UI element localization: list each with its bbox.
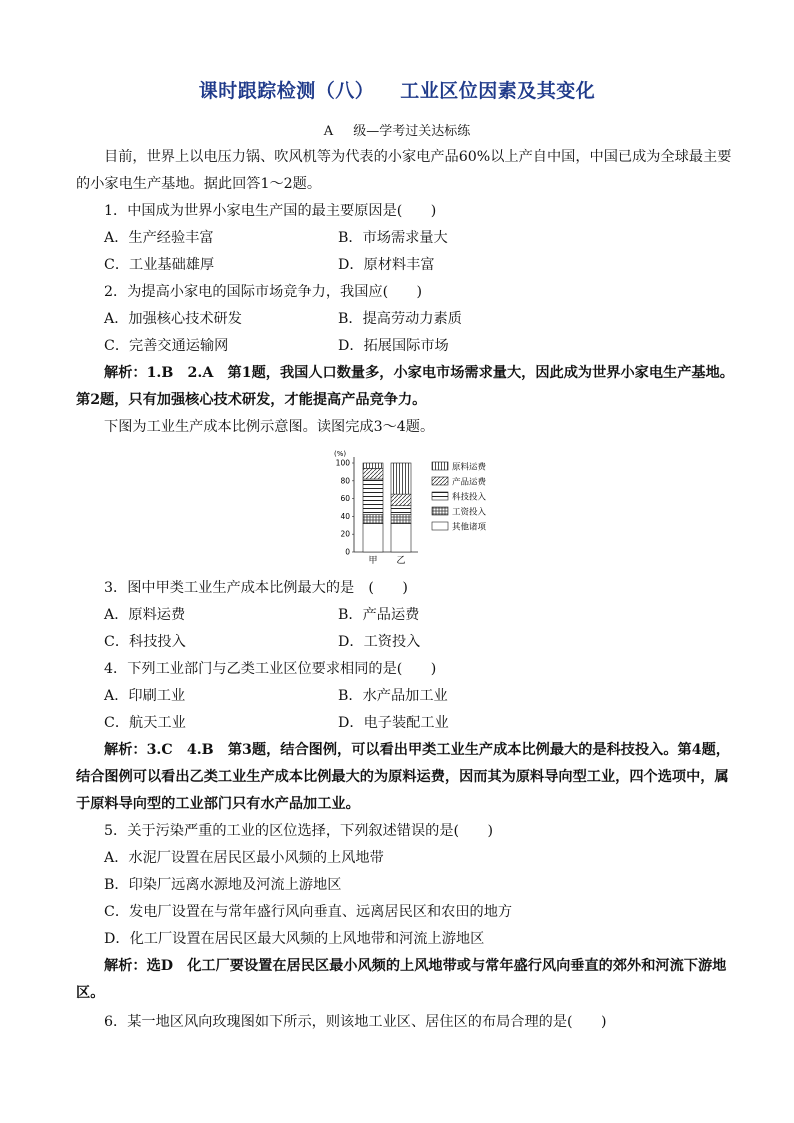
bar-segment <box>391 515 411 524</box>
section-text: 级—学考过关达标练 <box>353 124 471 139</box>
answer-3-4-line-1: 解析：3.C 4.B 第3题，结合图例，可以看出甲类工业生产成本比例最大的是科技投入。第4题， <box>104 742 730 758</box>
q2-option-b[interactable]: B．提高劳动力素质 <box>338 311 462 327</box>
y-tick-label: 20 <box>340 529 350 539</box>
cost-ratio-chart <box>330 447 510 572</box>
intro-line-1: 目前，世界上以电压力锅、吹风机等为代表的小家电产品60%以上产自中国，中国已成为全球最主要 <box>104 149 732 165</box>
title-main: 课时跟踪检测（八） <box>198 80 375 102</box>
bar-segment <box>391 494 411 506</box>
legend-swatch <box>432 462 448 470</box>
q5-option-d[interactable]: D．化工厂设置在居民区最大风频的上风地带和河流上游地区 <box>104 931 485 947</box>
q4-option-a[interactable]: A．印刷工业 <box>104 688 186 704</box>
bar-segment <box>391 524 411 552</box>
answer-5-line-2: 区。 <box>76 985 105 1001</box>
bar-segment <box>363 524 383 552</box>
q5-stem: 5．关于污染严重的工业的区位选择，下列叙述错误的是( ) <box>104 823 493 839</box>
q5-option-b[interactable]: B．印染厂远离水源地及河流上游地区 <box>104 877 342 893</box>
intro-3-4: 下图为工业生产成本比例示意图。读图完成3～4题。 <box>104 419 435 435</box>
title-sub: 工业区位因素及其变化 <box>400 80 596 102</box>
legend-swatch <box>432 507 448 515</box>
q4-option-d[interactable]: D．电子装配工业 <box>338 715 449 731</box>
q5-option-a[interactable]: A．水泥厂设置在居民区最小风频的上风地带 <box>104 850 384 866</box>
bar-segment <box>363 515 383 524</box>
q3-option-d[interactable]: D．工资投入 <box>338 634 421 650</box>
section-heading <box>0 120 794 139</box>
legend-label: 其他诸项 <box>452 522 487 533</box>
q4-option-c[interactable]: C．航天工业 <box>104 715 186 731</box>
legend-label: 产品运费 <box>452 477 487 488</box>
legend-swatch <box>432 477 448 485</box>
q3-option-c[interactable]: C．科技投入 <box>104 634 186 650</box>
q1-option-d[interactable]: D．原材料丰富 <box>338 257 435 273</box>
legend-swatch <box>432 522 448 530</box>
q2-stem: 2．为提高小家电的国际市场竞争力，我国应( ) <box>104 284 423 300</box>
q6-stem: 6．某一地区风向玫瑰图如下所示，则该地工业区、居住区的布局合理的是( ) <box>104 1014 607 1030</box>
legend-label: 原料运费 <box>452 462 487 473</box>
q3-option-b[interactable]: B．产品运费 <box>338 607 420 623</box>
answer-1-2-line-1: 解析：1.B 2.A 第1题，我国人口数量多，小家电市场需求量大，因此成为世界小家电生产基地。 <box>104 365 734 381</box>
x-tick-label: 乙 <box>396 556 406 566</box>
q4-stem: 4．下列工业部门与乙类工业区位要求相同的是( ) <box>104 661 437 677</box>
bar-segment <box>363 463 383 468</box>
legend-swatch <box>432 492 448 500</box>
q5-option-c[interactable]: C．发电厂设置在与常年盛行风向垂直、远离居民区和农田的地方 <box>104 904 513 920</box>
y-tick-label: 60 <box>340 494 350 504</box>
q2-option-c[interactable]: C．完善交通运输网 <box>104 338 229 354</box>
bar-segment <box>391 506 411 515</box>
legend-label: 工资投入 <box>452 507 487 518</box>
legend-label: 科技投入 <box>452 492 487 503</box>
q3-stem: 3．图中甲类工业生产成本比例最大的是 ( ) <box>104 580 408 596</box>
bar-segment <box>363 479 383 515</box>
answer-3-4-line-2: 结合图例可以看出乙类工业生产成本比例最大的为原料运费，因而其为原料导向型工业，四个选项中，属 <box>76 769 729 785</box>
y-axis-label: (%) <box>334 450 347 458</box>
y-tick-label: 80 <box>340 476 350 486</box>
answer-1-2-line-2: 第2题，只有加强核心技术研发，才能提高产品竞争力。 <box>76 392 427 408</box>
y-tick-label: 40 <box>340 511 350 521</box>
answer-5-line-1: 解析：选D 化工厂要设置在居民区最小风频的上风地带或与常年盛行风向垂直的郊外和河流下游地 <box>104 958 727 974</box>
q1-option-b[interactable]: B．市场需求量大 <box>338 230 448 246</box>
q4-option-b[interactable]: B．水产品加工业 <box>338 688 448 704</box>
bar-segment <box>363 468 383 479</box>
bar-segment <box>391 463 411 494</box>
q1-option-c[interactable]: C．工业基础雄厚 <box>104 257 215 273</box>
q1-option-a[interactable]: A．生产经验丰富 <box>104 230 214 246</box>
intro-line-2: 的小家电生产基地。据此回答1～2题。 <box>76 176 322 192</box>
q2-option-a[interactable]: A．加强核心技术研发 <box>104 311 242 327</box>
x-tick-label: 甲 <box>368 556 378 566</box>
q3-option-a[interactable]: A．原料运费 <box>104 607 186 623</box>
answer-3-4-line-3: 于原料导向型的工业部门只有水产品加工业。 <box>76 796 360 812</box>
q2-option-d[interactable]: D．拓展国际市场 <box>338 338 449 354</box>
section-level: A <box>323 124 334 139</box>
q1-stem: 1．中国成为世界小家电生产国的最主要原因是( ) <box>104 203 437 219</box>
y-tick-label: 100 <box>335 458 350 468</box>
y-tick-label: 0 <box>345 547 350 557</box>
page-title <box>0 76 794 103</box>
